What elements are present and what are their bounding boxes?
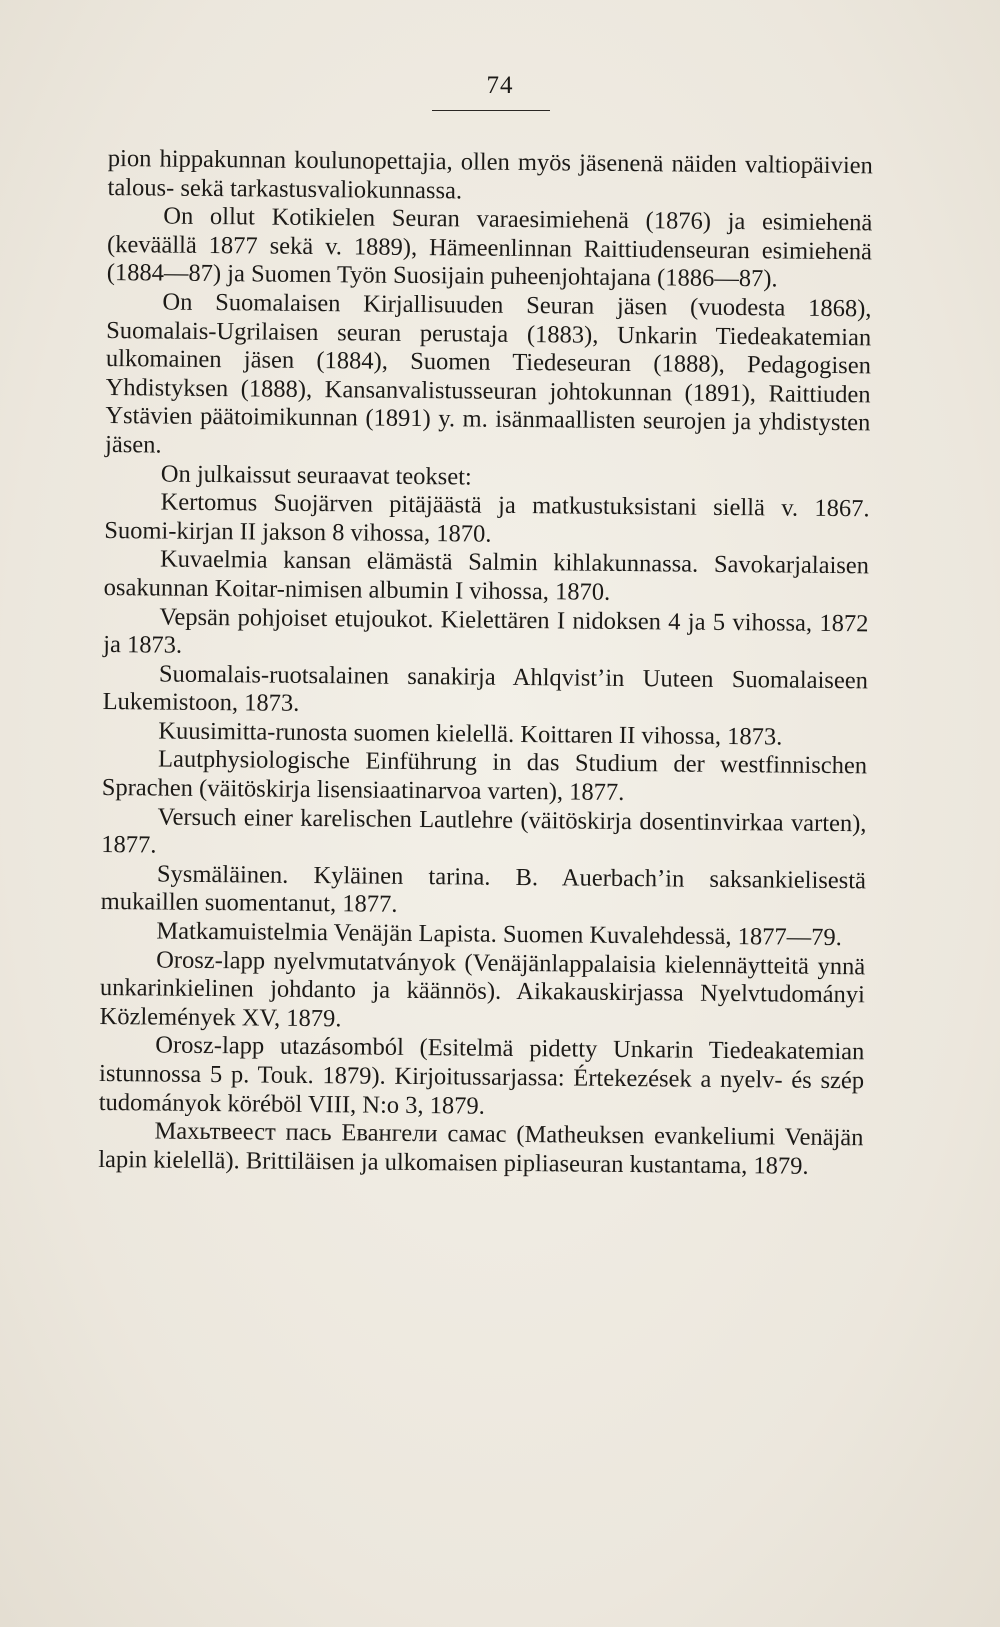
page-number-rule	[432, 110, 550, 111]
bibliography-entry: Versuch einer karelischen Lautlehre (väitöskirja dosentinvirkaa varten), 1877.	[101, 803, 867, 859]
paragraph: On julkaissut seuraavat teokset:	[160, 460, 472, 491]
paragraph: On ollut Kotikielen Seuran varaesimiehenä (1876) ja esimiehenä (keväällä 1877 sekä v. 1889), Hämeenlinnan Raittiudenseuran esimiehenä (1884—87) ja Suomen Työn Suosijain puheenjohtajana (1886—87).	[106, 202, 873, 293]
page-number: 74	[486, 72, 514, 99]
paragraph: On Suomalaisen Kirjallisuuden Seuran jäsen (vuodesta 1868), Suomalais-Ugrilaisen seuran perustaja (1883), Unkarin Tiedeakatemian ulkomainen jäsen (1884), Suomen Tiedeseuran (1888), Pedagogisen Yhdistyksen (1888), Kansanvalistusseuran johtokunnan (1891), Raittiuden Ystävien päätoimikunnan (1891) y. m. isänmaallisten seurojen ja yhdistysten jäsen.	[104, 288, 872, 459]
bibliography-entry: Suomalais-ruotsalainen sanakirja Ahlqvist’in Uuteen Suomalaiseen Lukemistoon, 1873.	[102, 660, 869, 718]
body-text	[98, 145, 873, 1182]
bibliography-entry: Sysmäläinen. Kyläinen tarina. B. Auerbach’in saksankielisestä mukaillen suomentanut, 1877.	[100, 860, 867, 919]
bibliography-entry: Vepsän pohjoiset etujoukot. Kielettären I nidoksen 4 ja 5 vihossa, 1872 ja 1873.	[103, 603, 869, 659]
bibliography-entry: Orosz-lapp utazásomból (Esitelmä pidetty Unkarin Tiedeakatemian istunnossa 5 p. Touk. 1879). Kirjoitussarjassa: Értekezések a nyelv- és szép tudományok köréböl VIII, N:o 3, 1879.	[98, 1031, 865, 1120]
bibliography-entry: Kuusimitta-runosta suomen kielellä. Koittaren II vihossa, 1873.	[158, 717, 783, 751]
bibliography-entry: Kertomus Suojärven pitäjäästä ja matkustuksistani siellä v. 1867. Suomi-kirjan II jakson 8 vihossa, 1870.	[104, 488, 870, 548]
bibliography-entry: Махьтвеест пась Евангели самас (Matheuksen evankeliumi Venäjän lapin kielellä). Brittiläisen ja ulkomaisen pipliaseuran kustantama, 1879.	[98, 1117, 864, 1180]
bibliography-entry: Lautphysiologische Einführung in das Studium der westfinnischen Sprachen (väitöskirja lisensiaatinarvoa varten), 1877.	[101, 745, 868, 807]
bibliography-entry: Orosz-lapp nyelvmutatványok (Venäjänlappalaisia kielennäytteitä ynnä unkarinkielinen johdanto ja käännös). Aikakauskirjassa Nyelvtudományi Közlemények XV, 1879.	[99, 946, 866, 1033]
bibliography-entry: Kuvaelmia kansan elämästä Salmin kihlakunnassa. Savokarjalaisen osakunnan Koitar-nimisen albumin I vihossa, 1870.	[103, 545, 870, 606]
paragraph: pion hippakunnan koulunopettajia, ollen myös jäsenenä näiden valtiopäivien talous- sekä tarkastusvaliokunnassa.	[107, 145, 873, 204]
bibliography-entry: Matkamuistelmia Venäjän Lapista. Suomen Kuvalehdessä, 1877—79.	[156, 917, 842, 952]
